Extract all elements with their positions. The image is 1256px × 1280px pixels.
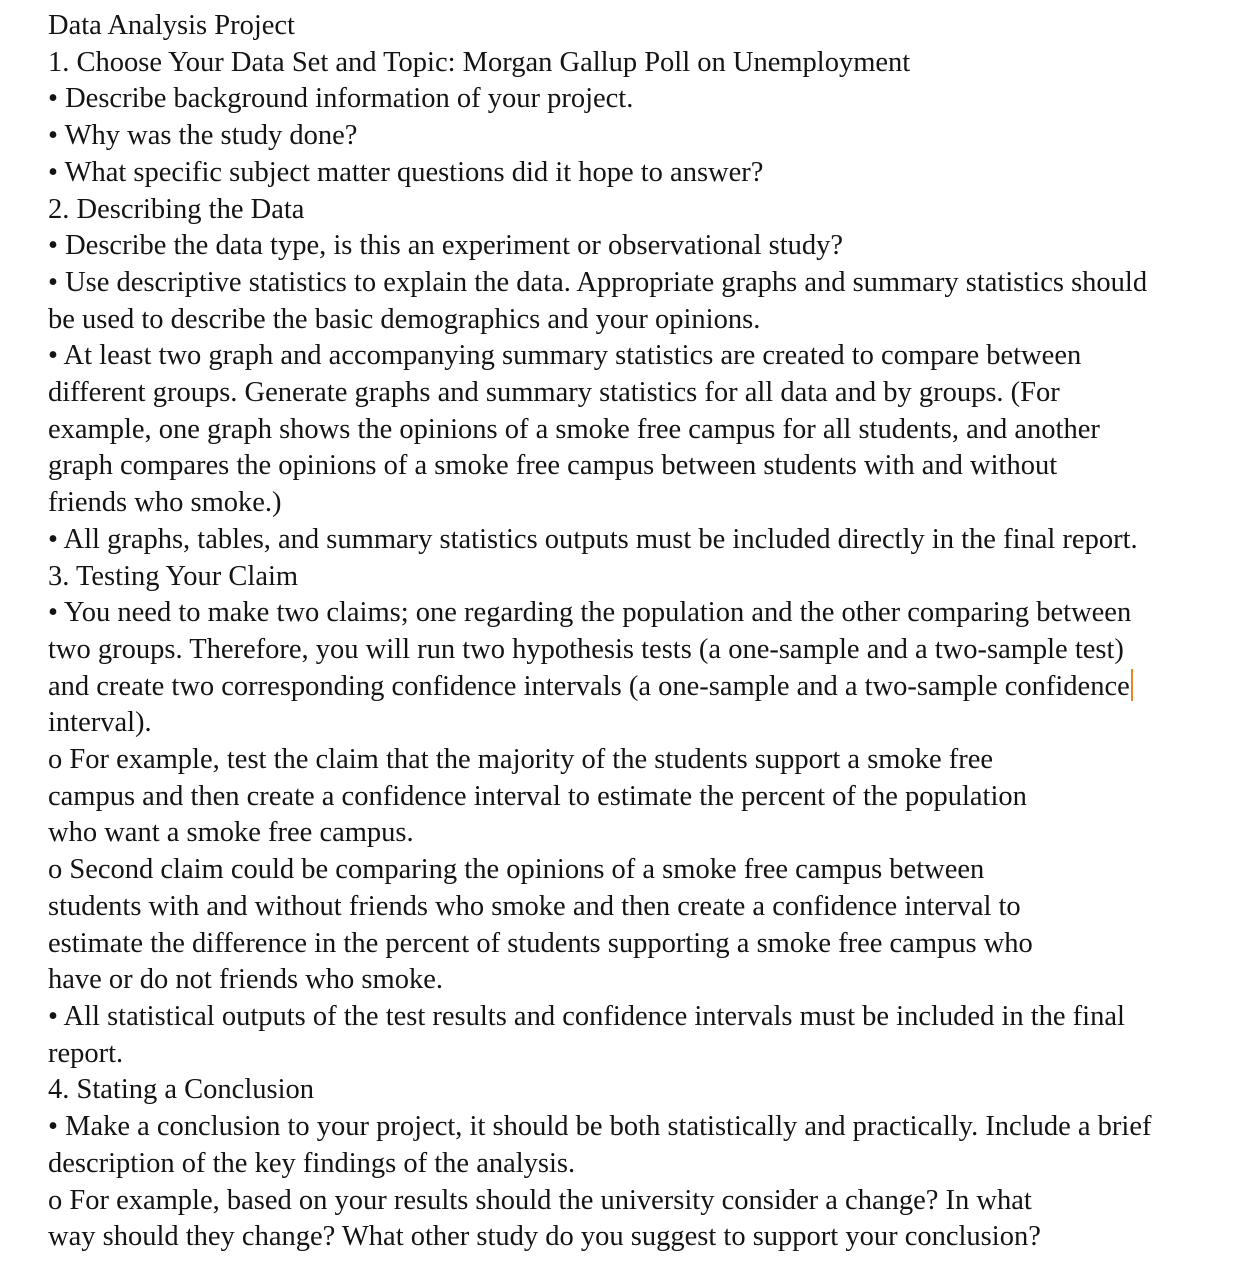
section-4-line: o For example, based on your results should the university consider a change? In what bbox=[48, 1184, 1032, 1216]
section-1-line: • Why was the study done? bbox=[48, 120, 358, 152]
section-2-line: • All graphs, tables, and summary statistics outputs must be included directly in the final report. bbox=[48, 523, 1138, 555]
section-4-line: • Make a conclusion to your project, it should be both statistically and practically. Include a brief bbox=[48, 1111, 1152, 1143]
section-3-line: o Second claim could be comparing the opinions of a smoke free campus between bbox=[48, 854, 985, 886]
section-2-line: • Describe the data type, is this an experiment or observational study? bbox=[48, 230, 844, 262]
section-2-heading: 2. Describing the Data bbox=[48, 193, 305, 225]
section-3-line: o For example, test the claim that the majority of the students support a smoke free bbox=[48, 744, 994, 776]
section-2-line: be used to describe the basic demographics and your opinions. bbox=[48, 303, 761, 335]
section-1-heading: 1. Choose Your Data Set and Topic: Morgan Gallup Poll on Unemployment bbox=[48, 46, 911, 78]
section-2-line: example, one graph shows the opinions of a smoke free campus for all students, and another bbox=[48, 413, 1100, 445]
section-3-line: who want a smoke free campus. bbox=[48, 817, 414, 849]
section-3-line: students with and without friends who smoke and then create a confidence interval to bbox=[48, 890, 1021, 922]
section-4-line: description of the key findings of the analysis. bbox=[48, 1147, 576, 1179]
section-3-line: two groups. Therefore, you will run two hypothesis tests (a one-sample and a two-sample test) bbox=[48, 633, 1124, 665]
section-2-line: • Use descriptive statistics to explain the data. Appropriate graphs and summary statistics should bbox=[48, 266, 1148, 298]
section-2-line: different groups. Generate graphs and summary statistics for all data and by groups. (For bbox=[48, 377, 1060, 409]
section-3-line-with-caret bbox=[48, 669, 1248, 706]
section-3-line: report. bbox=[48, 1037, 124, 1069]
text-cursor bbox=[1131, 669, 1133, 701]
section-3-line: estimate the difference in the percent of students supporting a smoke free campus who bbox=[48, 927, 1033, 959]
section-1-line: • Describe background information of your project. bbox=[48, 83, 634, 115]
section-1-line: • What specific subject matter questions did it hope to answer? bbox=[48, 156, 764, 188]
section-3-line: have or do not friends who smoke. bbox=[48, 964, 443, 996]
section-4-heading: 4. Stating a Conclusion bbox=[48, 1074, 314, 1106]
section-3-heading: 3. Testing Your Claim bbox=[48, 560, 299, 592]
section-2-line: • At least two graph and accompanying summary statistics are created to compare between bbox=[48, 340, 1082, 372]
section-3-line: campus and then create a confidence interval to estimate the percent of the population bbox=[48, 780, 1027, 812]
document-title: Data Analysis Project bbox=[48, 10, 295, 41]
section-3-line: • You need to make two claims; one regarding the population and the other comparing between bbox=[48, 597, 1132, 629]
document-body[interactable] bbox=[48, 8, 1248, 1256]
section-3-line: interval). bbox=[48, 707, 152, 739]
section-3-line-text: and create two corresponding confidence intervals (a one-sample and a two-sample confidence bbox=[48, 670, 1130, 702]
section-3-line: • All statistical outputs of the test results and confidence intervals must be included in the final bbox=[48, 1000, 1125, 1032]
section-2-line: graph compares the opinions of a smoke free campus between students with and without bbox=[48, 450, 1058, 482]
section-2-line: friends who smoke.) bbox=[48, 487, 282, 519]
section-4-line: way should they change? What other study do you suggest to support your conclusion? bbox=[48, 1221, 1041, 1253]
